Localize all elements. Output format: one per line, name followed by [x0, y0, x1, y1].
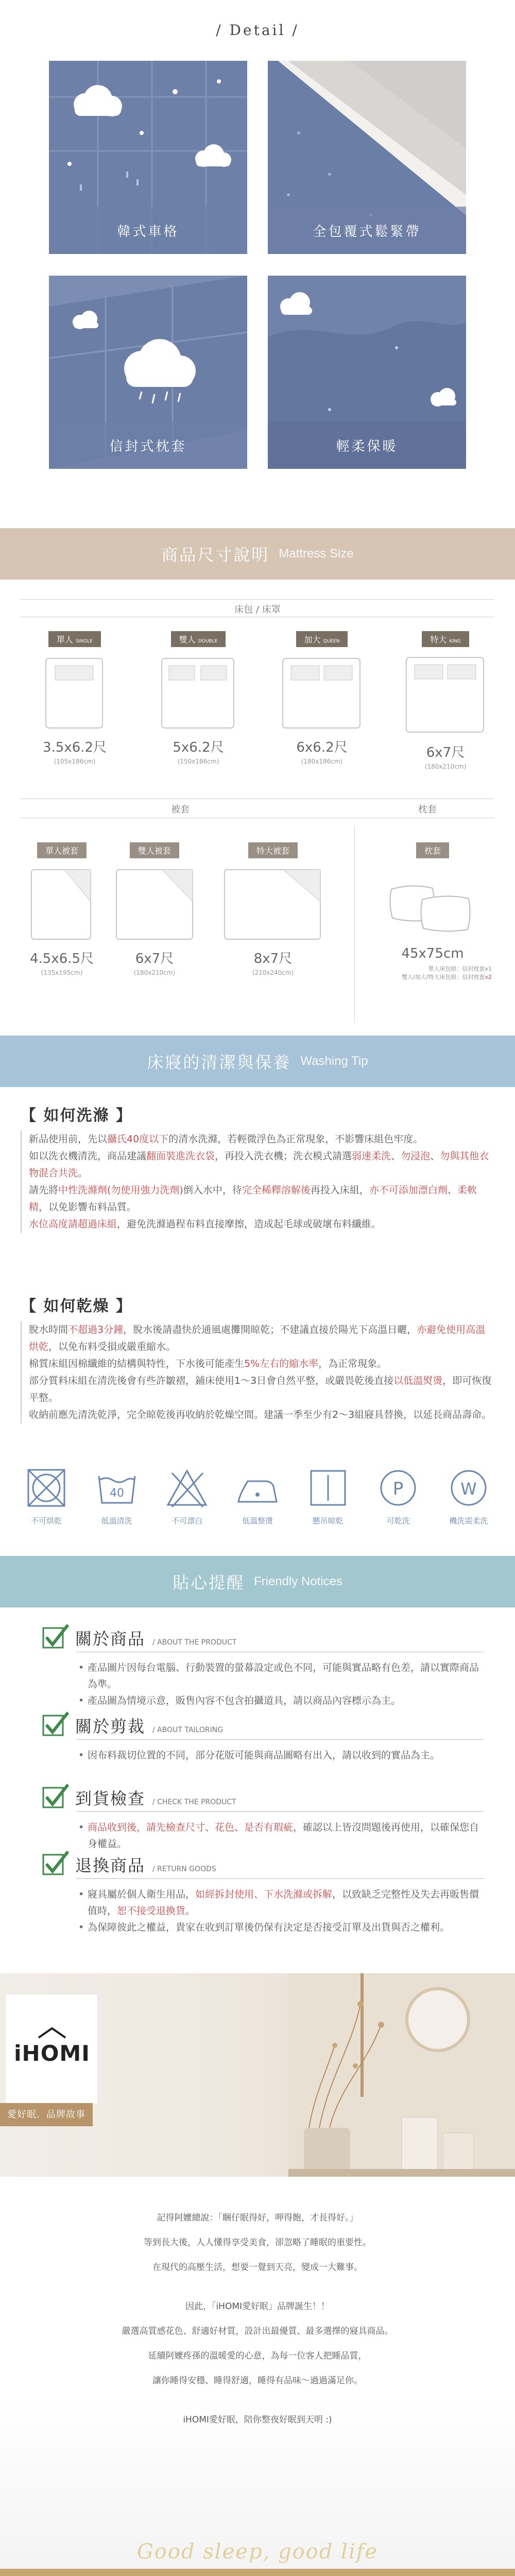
body-text: 的清水洗滌，若輕微浮色為正常現象，不影響床組色牢度。 [168, 1133, 423, 1145]
detail-caption: 全包覆式鬆緊帶 [268, 207, 466, 254]
quilt-illustration [113, 866, 196, 943]
notice-list [78, 1659, 484, 1709]
wash-section [0, 1087, 515, 1556]
detail-photo-pillow [49, 276, 247, 469]
story-line: 因此，「iHOMI愛好眠」品牌誕生！！ [185, 2301, 330, 2312]
highlight-text: 中性洗滌劑(勿使用強力洗劑) [58, 1184, 183, 1196]
bottom-bar [0, 2569, 515, 2576]
size-sub: (150x186cm) [177, 758, 219, 765]
body-text: 因布料裁切位置的不同，部分花版可能與商品圖略有出入，請以收到的實品為主。 [88, 1750, 440, 1761]
care-icon-item [372, 1466, 424, 1526]
detail-caption: 信封式枕套 [49, 421, 247, 469]
size-main: 6x7尺 [426, 745, 465, 760]
body-text: 產品圖為情境示意，販售內容不包含拍攝道具，請以商品內容標示為主。 [88, 1695, 401, 1706]
how-to-wash-title: 【 如何洗滌 】 [21, 1107, 132, 1125]
divider [76, 1878, 484, 1879]
notice-item [78, 1659, 484, 1692]
quilt-label: 被套 [171, 804, 190, 815]
body-text: 倒入水中，待 [183, 1184, 242, 1196]
size-tag: 雙人 DOUBLE [171, 631, 226, 647]
body-text: 。 [78, 1167, 88, 1179]
highlight-text: 恕不接受退換貨 [117, 1905, 186, 1917]
notice-block [41, 1783, 484, 1852]
care-icon-label: 懸吊晾乾 [312, 1516, 344, 1526]
body-text: 脫水時間 [29, 1324, 68, 1335]
dry-clean-p-icon [376, 1466, 420, 1510]
brand-photo [0, 1973, 515, 2177]
story-line: 等到長大後，人人懂得享受美食，卻忽略了睡眠的重要性。 [144, 2238, 371, 2248]
highlight-text: 勿浸泡 [401, 1150, 431, 1162]
body-text: ，確認以上皆沒問題後再使用，以確保您自身權益。 [88, 1822, 479, 1850]
story-line: 記得阿嬤總說：「睏仔眠得好，呷得飽，才長得好。」 [157, 2213, 358, 2223]
highlight-text: 5%左右的縮水率 [244, 1358, 319, 1369]
notice-section [0, 1607, 515, 1968]
how-to-dry-list [21, 1321, 494, 1423]
size-tag: 枕套 [416, 842, 449, 858]
notice-block [41, 1710, 484, 1764]
body-text: ，避免洗滌過程布料直接摩擦，造成起毛球或破壞布料纖維。 [117, 1218, 382, 1230]
bed-illustration [404, 654, 487, 737]
size-main: 4.5x6.5尺 [29, 951, 94, 967]
highlight-text: 柔軟精 [29, 1184, 477, 1213]
pillow-note: 單人床包組：信封枕套x1 [428, 965, 492, 972]
wash-tip-item [29, 1216, 494, 1233]
size-main: 45x75cm [401, 946, 464, 961]
wet-clean-w-icon [447, 1466, 491, 1510]
notice-block [41, 1850, 484, 1936]
highlight-text: 亦不可添加漂白劑 [369, 1184, 448, 1196]
bed-size-king [394, 631, 497, 770]
story-line: 在現代的高壓生活，想要一覺到天亮，變成一大難事。 [152, 2262, 363, 2273]
highlight-text: 水位高度請超過床組 [29, 1218, 117, 1230]
highlight-text: 不超過3分鐘 [68, 1324, 124, 1335]
body-text: 。 [185, 1905, 196, 1917]
detail-section [0, 0, 515, 520]
wash-header-en: Washing Tip [300, 1054, 368, 1068]
size-sub: (210x240cm) [252, 969, 294, 976]
wash-tip-item [29, 1182, 494, 1216]
size-tag: 特大被套 [248, 842, 298, 858]
notice-title: 到貨檢查 [75, 1789, 146, 1808]
size-main: 6x6.2尺 [296, 740, 348, 755]
wash-tip-item [29, 1321, 494, 1355]
line-dry-icon [306, 1466, 350, 1510]
highlight-text: 勿與其他衣物混合共洗 [29, 1150, 489, 1179]
quilt-illustration [221, 866, 324, 943]
care-icon-label: 低溫清洗 [101, 1516, 132, 1526]
care-icon-label: 不可烘乾 [30, 1516, 62, 1526]
body-text: ，脫水後請盡快於通風處攤開晾乾；不建議直接於陽光下高溫日曬， [123, 1324, 417, 1335]
quilt-size-king [221, 842, 324, 976]
care-icon-label: 低溫整燙 [242, 1516, 273, 1526]
wash-section-header [0, 1036, 515, 1087]
body-text: 寢具屬於個人衛生用品， [88, 1889, 196, 1900]
notice-heading [41, 1710, 484, 1737]
size-sub: (180x210cm) [424, 763, 467, 770]
bed-size-single [23, 631, 126, 765]
highlight-text: 完全稀釋溶解後 [242, 1184, 311, 1196]
notice-title: 退換商品 [75, 1856, 146, 1875]
body-text: 為保障彼此之權益，貴家在收到訂單後仍保有決定是否接受訂單及出貨與否之權利。 [88, 1922, 450, 1933]
wash-40-icon [95, 1466, 139, 1510]
no-bleach-icon [165, 1466, 209, 1510]
divider [76, 1811, 484, 1812]
quilt-size-double [103, 842, 206, 976]
notice-item [78, 1692, 484, 1709]
notice-list [78, 1819, 484, 1852]
svg-text:W: W [460, 1479, 477, 1499]
care-icon-item [232, 1466, 283, 1526]
body-text: 收納前應先清洗乾淨，完全晾乾後再收納於乾燥空間。建議一季至少有2～3組寢具替換，以延長商品壽命。 [29, 1409, 492, 1420]
notice-section-header [0, 1556, 515, 1607]
size-tag: 單人 SINGLE [48, 631, 101, 647]
highlight-text: 翻面裝進洗衣袋 [146, 1150, 215, 1162]
bed-size-queen [270, 631, 373, 765]
svg-text:P: P [393, 1479, 404, 1499]
size-sub: (105x186cm) [54, 758, 96, 765]
size-tag: 雙人被套 [130, 842, 179, 858]
story-line: 延續阿嬤疼孫的溫暖愛的心意，為每一位客人把睡品質， [148, 2351, 367, 2361]
size-header-zh: 商品尺寸說明 [161, 545, 270, 565]
bed-illustration [160, 654, 237, 732]
divider [76, 1739, 484, 1740]
notice-block [41, 1623, 484, 1709]
detail-photo-soft [268, 276, 466, 469]
notice-title-en: / ABOUT THE PRODUCT [152, 1638, 237, 1647]
detail-caption: 韓式車格 [49, 207, 247, 254]
wash-tip-item [29, 1406, 494, 1423]
wash-header-zh: 床寢的清潔與保養 [147, 1053, 291, 1072]
highlight-text: 以低溫熨燙 [393, 1375, 443, 1386]
wash-tip-item [29, 1372, 494, 1406]
body-text: ，以免影響布料品質。 [39, 1201, 137, 1213]
notice-item [78, 1747, 484, 1764]
care-icons [21, 1466, 494, 1526]
notice-header-en: Friendly Notices [253, 1574, 343, 1588]
body-text: 產品圖片因每台電腦、行動裝置的螢幕設定或色不同，可能與實品略有色差，請以實際商品為準。 [88, 1662, 479, 1690]
size-tag: 特大 KING [422, 631, 469, 647]
checkbox-check-icon [41, 1783, 70, 1809]
body-text: 再投入床組， [310, 1184, 369, 1196]
notice-heading [41, 1783, 484, 1809]
roof-icon [37, 2026, 67, 2039]
size-main: 6x7尺 [135, 951, 174, 967]
body-text: ，再投入洗衣機；洗衣模式請選 [215, 1150, 352, 1162]
notice-list [78, 1747, 484, 1764]
care-icon-item [302, 1466, 354, 1526]
notice-item [78, 1886, 484, 1919]
pillow-illustration [381, 874, 484, 941]
care-icon-item [91, 1466, 143, 1526]
body-text: ，為正常現象。 [318, 1358, 387, 1369]
body-text: 、 [430, 1150, 440, 1162]
care-icon-item [443, 1466, 494, 1526]
notice-list [78, 1886, 484, 1936]
story-line: 讓你睡得安穩、睡得舒適，睡得有品味～過過滿足你。 [152, 2376, 363, 2386]
divider [354, 827, 355, 1023]
divider [21, 599, 494, 600]
body-text: 部分質料床組在清洗後會有些許皺褶，鋪床使用1～3日會自然平整，或嚴畏乾後直接 [29, 1375, 394, 1386]
body-text: 、 [447, 1184, 457, 1196]
size-tag: 單人被套 [37, 842, 87, 858]
body-text: 請先將 [29, 1184, 59, 1196]
how-to-dry-title: 【 如何乾燥 】 [21, 1297, 132, 1315]
body-text: 、 [391, 1150, 401, 1162]
size-main: 3.5x6.2尺 [42, 740, 107, 755]
wash-tip-item [29, 1148, 494, 1182]
highlight-text: 攝氏40度以下 [107, 1133, 169, 1145]
notice-item [78, 1819, 484, 1852]
detail-photo-elastic [268, 61, 466, 254]
notice-title: 關於剪裁 [75, 1717, 146, 1736]
pillow-note: 雙人/加大/特大床包組：信封枕套x2 [402, 974, 492, 980]
highlight-text: 如經拆封使用、下水洗滌或拆解 [195, 1889, 333, 1900]
body-text: ，以致缺乏完整性及失去再販售價值時， [88, 1889, 479, 1917]
brand-tagline: 愛好眠．品牌故事 [0, 2103, 93, 2126]
brand-section [0, 1973, 515, 2576]
bed-label: 床包 / 床罩 [234, 604, 281, 615]
body-text: 棉質床組因棉纖維的結構與特性，下水後可能產生 [29, 1358, 245, 1369]
quilt-illustration [28, 866, 95, 943]
checkbox-check-icon [41, 1850, 70, 1876]
logo-text: iHOMI [14, 2041, 90, 2066]
brand-logo [5, 1994, 98, 2105]
notice-title-en: / ABOUT TAILORING [152, 1726, 224, 1734]
brand-script: Good sleep, good life [136, 2540, 379, 2564]
size-tag: 加大 QUEEN [296, 631, 348, 647]
how-to-wash-list [21, 1131, 494, 1233]
pillow-size [373, 842, 492, 981]
notice-item [78, 1919, 484, 1936]
notice-title-en: / RETURN GOODS [152, 1865, 216, 1873]
wash-tip-item [29, 1355, 494, 1372]
detail-photo-grid [49, 61, 247, 254]
detail-title: / Detail / [216, 22, 299, 39]
notice-heading [41, 1850, 484, 1876]
size-header-en: Mattress Size [279, 547, 354, 561]
checkbox-check-icon [41, 1623, 70, 1650]
checkbox-check-icon [41, 1710, 70, 1737]
notice-header-zh: 貼心提醒 [172, 1573, 245, 1592]
quilt-size-single [10, 842, 113, 976]
bed-illustration [44, 654, 106, 732]
notice-title: 關於商品 [75, 1629, 146, 1649]
care-icon-label: 不可漂白 [171, 1516, 203, 1526]
care-icon-item [21, 1466, 72, 1526]
highlight-text: 商品收到後，請先檢查尺寸、花色、是否有瑕疵 [88, 1822, 294, 1833]
no-dry-clean-icon [24, 1466, 68, 1510]
body-text: ，以免布料受損或嚴重縮水。 [48, 1341, 176, 1352]
size-sub: (180x210cm) [133, 969, 176, 976]
pillow-label: 枕套 [418, 804, 437, 815]
svg-text:40: 40 [109, 1487, 124, 1500]
size-section [0, 580, 515, 1036]
story-line: 嚴選高質感花色、舒適好材質，設計出最優質、最多選擇的寢具商品。 [122, 2326, 393, 2336]
body-text: 新品使用前，先以 [29, 1133, 108, 1145]
bed-illustration [281, 654, 363, 732]
size-sub: (135x195cm) [41, 969, 83, 976]
size-main: 5x6.2尺 [173, 740, 224, 755]
bed-size-double [147, 631, 250, 765]
notice-title-en: / CHECK THE PRODUCT [152, 1798, 236, 1806]
highlight-text: 弱速柔洗 [352, 1150, 391, 1162]
care-icon-label: 機洗需柔洗 [449, 1516, 488, 1526]
highlight-text: 亦避免使用高溫烘乾 [29, 1324, 486, 1352]
body-text: 如以洗衣機清洗，商品建議 [29, 1150, 147, 1162]
size-section-header [0, 528, 515, 580]
size-main: 8x7尺 [253, 951, 293, 967]
care-icon-label: 可乾洗 [386, 1516, 410, 1526]
notice-heading [41, 1623, 484, 1650]
detail-caption: 輕柔保暖 [268, 421, 466, 469]
body-text: ，即可恢復平整。 [29, 1375, 492, 1403]
wash-tip-item [29, 1131, 494, 1148]
size-sub: (180x186cm) [301, 758, 343, 765]
low-iron-icon [235, 1466, 280, 1510]
story-line: iHOMI愛好眠，陪你整夜好眠到天明 :) [183, 2415, 332, 2425]
care-icon-item [161, 1466, 213, 1526]
